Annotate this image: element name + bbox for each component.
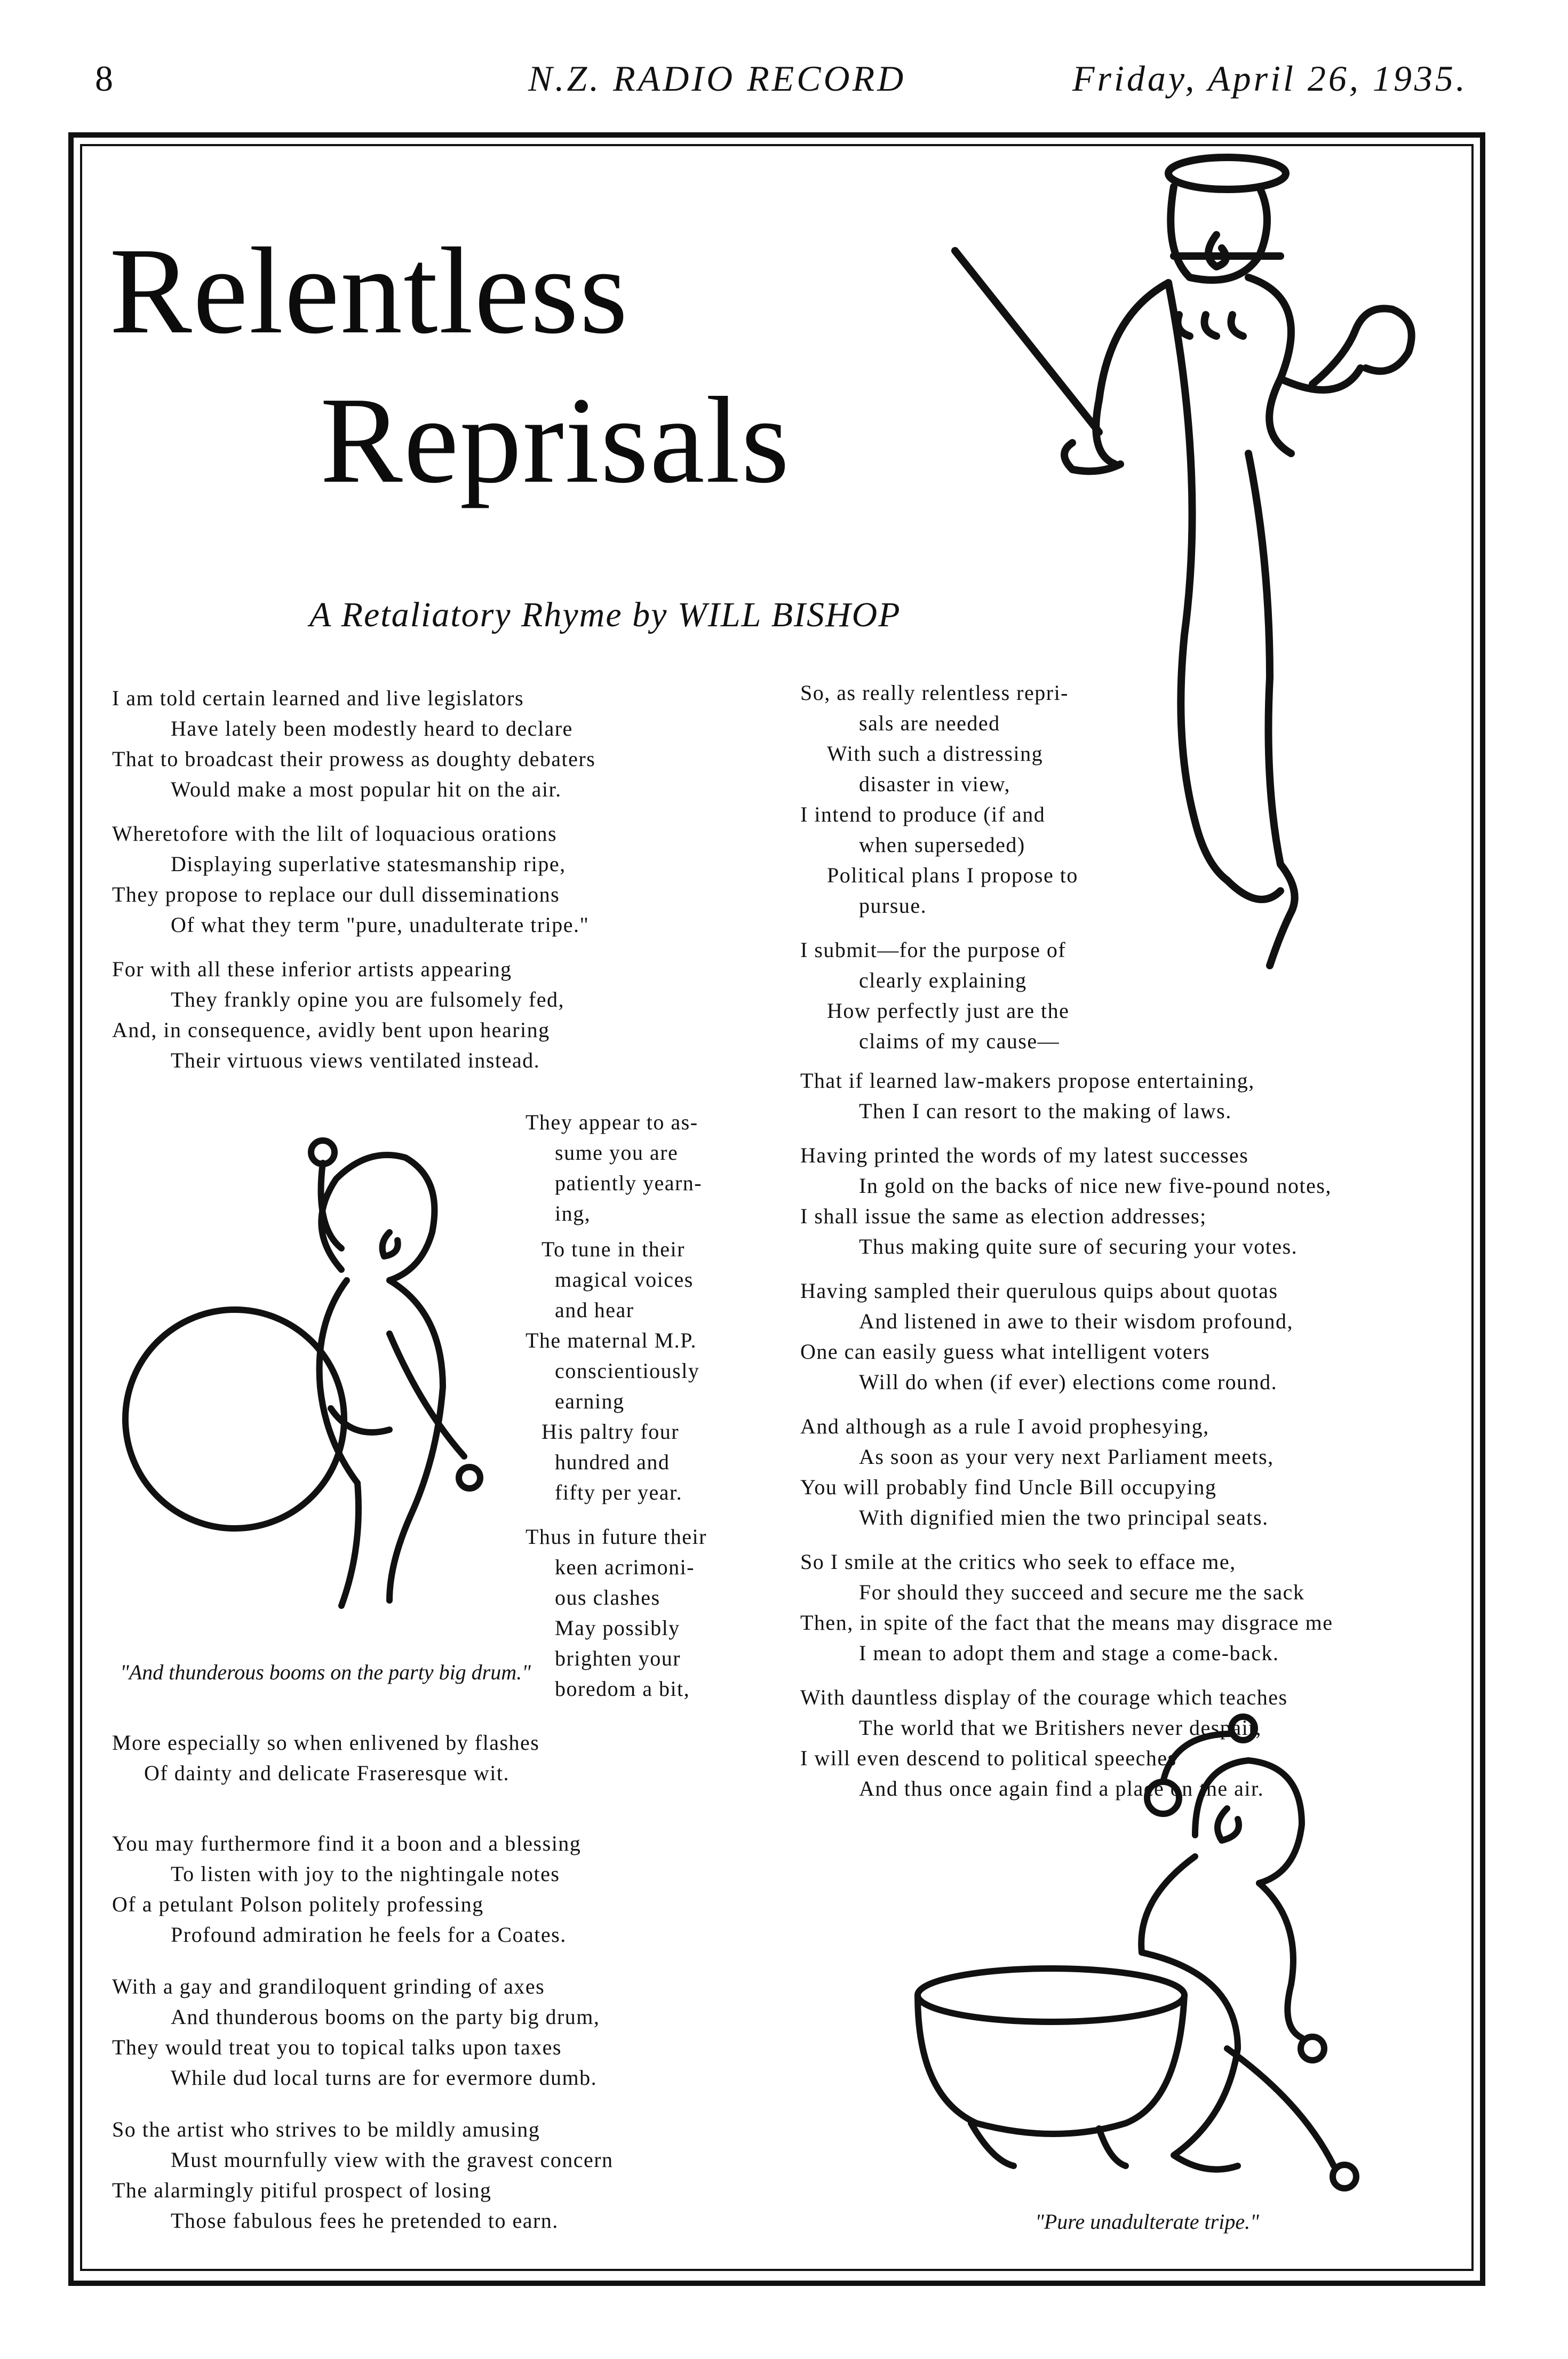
stanza — [112, 683, 595, 804]
verse-line: Of dainty and delicate Fraseresque wit. — [144, 1761, 510, 1785]
verse-line: And thus once again find a place on the air. — [859, 1776, 1264, 1800]
verse-line: So the artist who strives to be mildly amusing — [112, 2117, 540, 2141]
verse-line: They appear to as- — [526, 1110, 698, 1134]
verse-line: Having printed the words of my latest successes — [800, 1143, 1249, 1167]
stanza — [112, 954, 595, 1075]
verse-line: I shall issue the same as election addresses; — [800, 1204, 1207, 1228]
verse-line: Profound admiration he feels for a Coates. — [171, 1923, 567, 1947]
left-stanzas-bottom — [112, 1727, 614, 2250]
verse-line: Displaying superlative statesmanship ripe, — [171, 852, 566, 876]
verse-line: The maternal M.P. — [526, 1328, 697, 1352]
verse-line: boredom a bit, — [555, 1677, 690, 1701]
verse-line: So, as really relentless repri- — [800, 681, 1069, 705]
verse-line: For should they succeed and secure me the sack — [859, 1580, 1305, 1604]
verse-line: Wheretofore with the lilt of loquacious orations — [112, 822, 558, 846]
verse-line: hundred and — [555, 1450, 670, 1474]
verse-line: I intend to produce (if and — [800, 802, 1046, 826]
verse-line: magical voices — [555, 1268, 694, 1292]
stanza — [112, 1828, 614, 1950]
verse-line: As soon as your very next Parliament meets, — [859, 1445, 1274, 1469]
drum-caption: "And thunderous booms on the party big drum." — [120, 1660, 531, 1684]
verse-line: Thus in future their — [526, 1525, 707, 1549]
verse-line: when superseded) — [859, 833, 1025, 857]
verse-line: I am told certain learned and live legislators — [112, 686, 524, 710]
verse-line: With such a distressing — [827, 742, 1044, 766]
verse-line: How perfectly just are the — [827, 999, 1070, 1023]
verse-line: And, in consequence, avidly bent upon hearing — [112, 1018, 550, 1042]
verse-line: I will even descend to political speeches — [800, 1746, 1177, 1770]
stanza — [800, 1411, 1333, 1533]
verse-line: and hear — [555, 1298, 634, 1322]
verse-line: More especially so when enlivened by flashes — [112, 1731, 540, 1755]
verse-line: One can easily guess what intelligent voters — [800, 1340, 1211, 1364]
verse-line: sals are needed — [859, 711, 1000, 735]
verse-line: sume you are — [555, 1141, 679, 1165]
stanza — [112, 818, 595, 940]
verse-line: And thunderous booms on the party big drum, — [171, 2005, 600, 2029]
right-narrow-verse — [800, 678, 1152, 1056]
stanza — [800, 1547, 1333, 1668]
verse-line: Their virtuous views ventilated instead. — [171, 1048, 540, 1072]
verse-line: You will probably find Uncle Bill occupying — [800, 1475, 1217, 1499]
verse-line: Must mournfully view with the gravest concern — [171, 2148, 614, 2172]
verse-line: They frankly opine you are fulsomely fed, — [171, 987, 564, 1011]
verse-line: Political plans I propose to — [827, 863, 1078, 887]
stanza — [800, 1065, 1333, 1126]
verse-line: Having sampled their querulous quips about quotas — [800, 1279, 1278, 1303]
verse-line: conscientiously — [555, 1359, 700, 1383]
issue-date: Friday, April 26, 1935. — [1072, 58, 1468, 99]
verse-line: You may furthermore find it a boon and a blessing — [112, 1831, 582, 1855]
stanza — [800, 1276, 1333, 1397]
verse-line: Then, in spite of the fact that the means may disgrace me — [800, 1611, 1333, 1635]
verse-line: Would make a most popular hit on the air. — [171, 777, 562, 801]
article-byline: A Retaliatory Rhyme by WILL BISHOP — [309, 595, 901, 634]
article-title-line2: Reprisals — [320, 372, 791, 509]
verse-line: That if learned law-makers propose entertaining, — [800, 1069, 1255, 1093]
verse-line: Then I can resort to the making of laws. — [859, 1099, 1232, 1123]
verse-line: Thus making quite sure of securing your votes. — [859, 1234, 1298, 1258]
page-number: 8 — [95, 58, 116, 99]
left-stanzas-top — [112, 683, 595, 1089]
verse-line: brighten your — [555, 1646, 681, 1670]
verse-line: While dud local turns are for evermore dumb. — [171, 2066, 598, 2090]
verse-line: Have lately been modestly heard to declare — [171, 716, 573, 740]
stanza — [800, 1140, 1333, 1262]
verse-line: disaster in view, — [859, 772, 1010, 796]
verse-line: Of a petulant Polson politely professing — [112, 1892, 484, 1916]
verse-line: With a gay and grandiloquent grinding of axes — [112, 1974, 545, 1998]
verse-line: They would treat you to topical talks upon taxes — [112, 2035, 562, 2059]
article-title-line1: Relentless — [109, 222, 629, 360]
stanza — [112, 1971, 614, 2093]
left-narrow-verse — [526, 1107, 771, 1704]
verse-line: To tune in their — [542, 1237, 685, 1261]
verse-line: pursue. — [859, 894, 927, 918]
verse-line: ing, — [555, 1201, 591, 1225]
verse-line: The alarmingly pitiful prospect of losing — [112, 2178, 492, 2202]
verse-line: claims of my cause— — [859, 1029, 1060, 1053]
verse-line: keen acrimoni- — [555, 1555, 695, 1579]
verse-line: For with all these inferior artists appearing — [112, 957, 512, 981]
verse-line: They propose to replace our dull disseminations — [112, 882, 560, 906]
verse-line: His paltry four — [542, 1420, 680, 1444]
verse-line: Of what they term "pure, unadulterate tripe." — [171, 913, 590, 937]
verse-line: In gold on the backs of nice new five-pound notes, — [859, 1174, 1332, 1198]
verse-line: patiently yearn- — [555, 1171, 703, 1195]
verse-line: earning — [555, 1389, 625, 1413]
verse-line: And listened in awe to their wisdom profound, — [859, 1309, 1294, 1333]
verse-line: With dauntless display of the courage which teaches — [800, 1685, 1288, 1709]
verse-line: The world that we Britishers never despair, — [859, 1716, 1262, 1740]
verse-line: ous clashes — [555, 1585, 660, 1609]
verse-line: fifty per year. — [555, 1480, 683, 1504]
verse-line: I mean to adopt them and stage a come-back. — [859, 1641, 1279, 1665]
verse-line: So I smile at the critics who seek to efface me, — [800, 1550, 1236, 1574]
drummer-illustration — [112, 1110, 518, 1643]
publication-name: N.Z. RADIO RECORD — [528, 58, 906, 99]
verse-line: I submit—for the purpose of — [800, 938, 1066, 962]
verse-line: May possibly — [555, 1616, 680, 1640]
verse-line: clearly explaining — [859, 968, 1027, 992]
verse-line: To listen with joy to the nightingale notes — [171, 1862, 560, 1886]
tripe-caption: "Pure unadulterate tripe." — [1035, 2210, 1259, 2234]
verse-line: And although as a rule I avoid prophesying, — [800, 1414, 1209, 1438]
stanza — [112, 2114, 614, 2236]
stanza — [800, 1682, 1333, 1804]
stanza — [112, 1727, 614, 1788]
verse-line: That to broadcast their prowess as doughty debaters — [112, 747, 596, 771]
verse-line: With dignified mien the two principal seats. — [859, 1505, 1269, 1529]
verse-line: Those fabulous fees he pretended to earn. — [171, 2209, 559, 2233]
verse-line: Will do when (if ever) elections come round. — [859, 1370, 1278, 1394]
right-stanzas — [800, 1065, 1333, 1818]
